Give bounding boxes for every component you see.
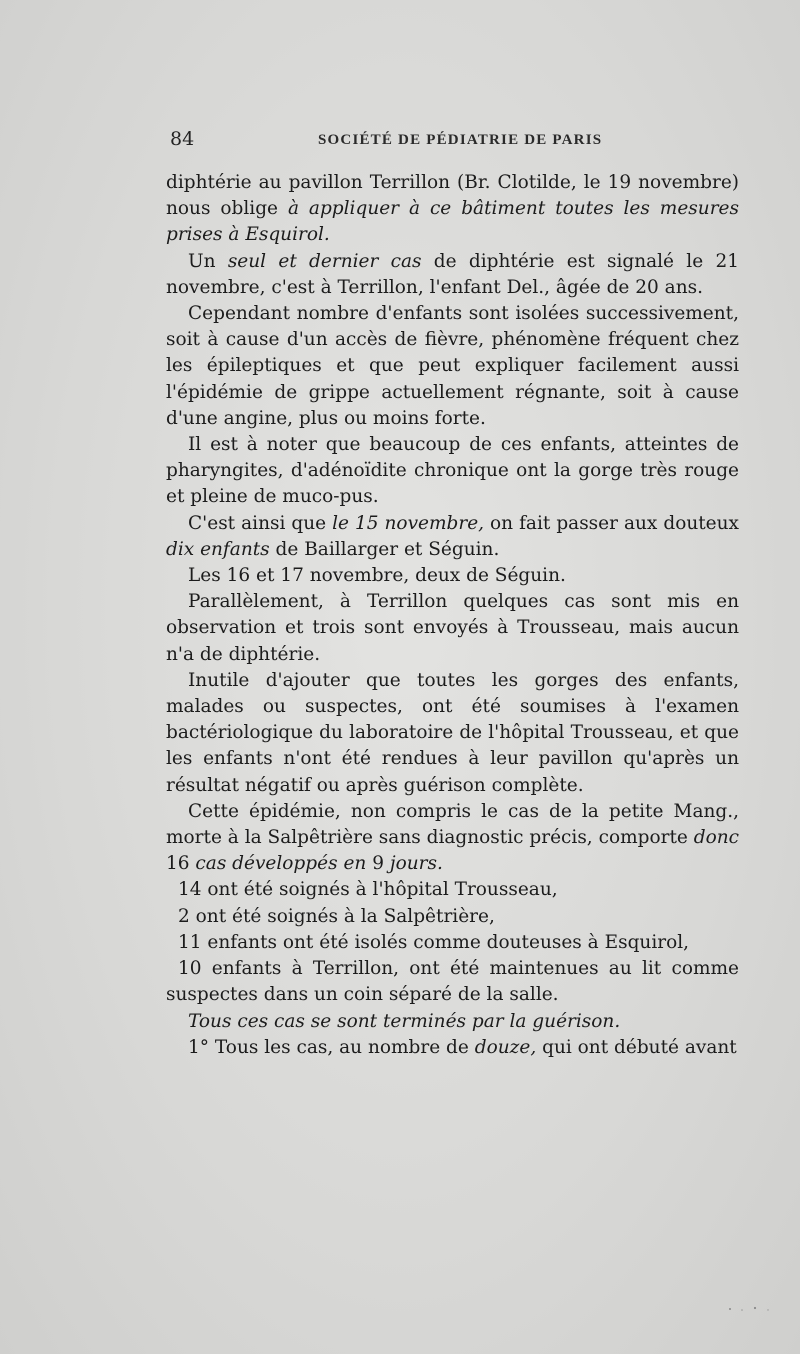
paragraph-p8 xyxy=(166,668,739,799)
page-header xyxy=(170,128,738,156)
text-run: de diphtérie est signalé le 21 novembre, c'est à Terrillon, l'enfant Del., âgée de 20 ans. xyxy=(166,250,740,298)
italic-run: le 15 novembre, xyxy=(332,512,485,534)
paragraph-p10 xyxy=(166,877,739,903)
paragraph-p15 xyxy=(166,1035,739,1061)
italic-run: donc xyxy=(693,827,739,849)
text-run: C'est ainsi que xyxy=(188,512,333,534)
text-run: 14 ont été soignés à l'hôpital Trousseau, xyxy=(178,879,558,901)
italic-run: jours. xyxy=(389,853,443,875)
paragraph-p7 xyxy=(166,589,739,668)
paragraph-p9 xyxy=(166,799,739,878)
text-run: 16 xyxy=(166,853,196,875)
paragraph-p4 xyxy=(166,432,739,511)
page-number: 84 xyxy=(170,128,195,150)
text-run: Cependant nombre d'enfants sont isolées successivement, soit à cause d'un accès de fièvre, phénomène fréquent chez les épileptiques et que peut expliquer facilement aussi l'épidémie de grippe actuellement régnante, soit à cause d'une angine, plus ou moins forte. xyxy=(166,303,739,429)
paragraph-p13 xyxy=(166,956,739,1008)
text-run: Inutile d'ajouter que toutes les gorges des enfants, malades ou suspectes, ont été soumises à l'examen bactériologique du laboratoire de l'hôpital Trousseau, et que les enfants n'ont été rendues à leur pavillon qu'après un résultat négatif ou après guérison complète. xyxy=(166,669,739,796)
text-run: Cette épidémie, non compris le cas de la petite Mang., morte à la Salpêtrière sans diagnostic précis, comporte xyxy=(166,800,739,849)
text-run: 11 enfants ont été isolés comme douteuses à Esquirol, xyxy=(178,931,690,953)
text-run: Il est à noter que beaucoup de ces enfants, atteintes de pharyngites, d'adénoïdite chronique ont la gorge très rouge et pleine de muco-pus. xyxy=(166,434,739,508)
text-run: 2 ont été soignés à la Salpêtrière, xyxy=(178,905,495,927)
paragraph-p1 xyxy=(166,170,739,249)
running-title: SOCIÉTÉ DE PÉDIATRIE DE PARIS xyxy=(318,132,603,148)
paragraph-p14 xyxy=(166,1009,739,1035)
paragraph-p5 xyxy=(166,511,739,563)
text-run: Un xyxy=(188,250,228,272)
paragraph-p6 xyxy=(166,563,739,589)
paragraph-p2 xyxy=(166,249,739,301)
italic-run: douze, xyxy=(474,1036,537,1058)
italic-run: Tous ces cas se sont terminés par la guérison. xyxy=(188,1010,621,1032)
text-run: Parallèlement, à Terrillon quelques cas sont mis en observation et trois sont envoyés à Trousseau, mais aucun n'a de diphtérie. xyxy=(166,591,739,665)
italic-run: dix enfants xyxy=(166,538,270,560)
text-run: de Baillarger et Séguin. xyxy=(269,538,500,560)
text-run: Les 16 et 17 novembre, deux de Séguin. xyxy=(188,565,566,587)
paragraph-p12 xyxy=(166,930,739,956)
paragraph-p11 xyxy=(166,904,739,930)
paragraph-p3 xyxy=(166,301,739,432)
text-run: qui ont débuté avant xyxy=(536,1036,737,1058)
text-run: 9 xyxy=(366,853,390,875)
text-run: 1° Tous les cas, au nombre de xyxy=(188,1036,475,1058)
body-text xyxy=(166,170,739,1061)
italic-run: cas développés en xyxy=(195,853,367,875)
text-run: 10 enfants à Terrillon, ont été maintenues au lit comme suspectes dans un coin séparé de la salle. xyxy=(166,958,739,1006)
paper-speck xyxy=(720,1304,780,1314)
italic-run: seul et dernier cas xyxy=(227,250,422,272)
text-run: on fait passer aux douteux xyxy=(484,512,739,534)
text-run: diphtérie au pavillon Terrillon (Br. Clotilde, le 19 novembre) nous oblige xyxy=(166,172,739,220)
italic-run: à appliquer à ce bâtiment toutes les mesures prises à Esquirol. xyxy=(166,198,739,246)
